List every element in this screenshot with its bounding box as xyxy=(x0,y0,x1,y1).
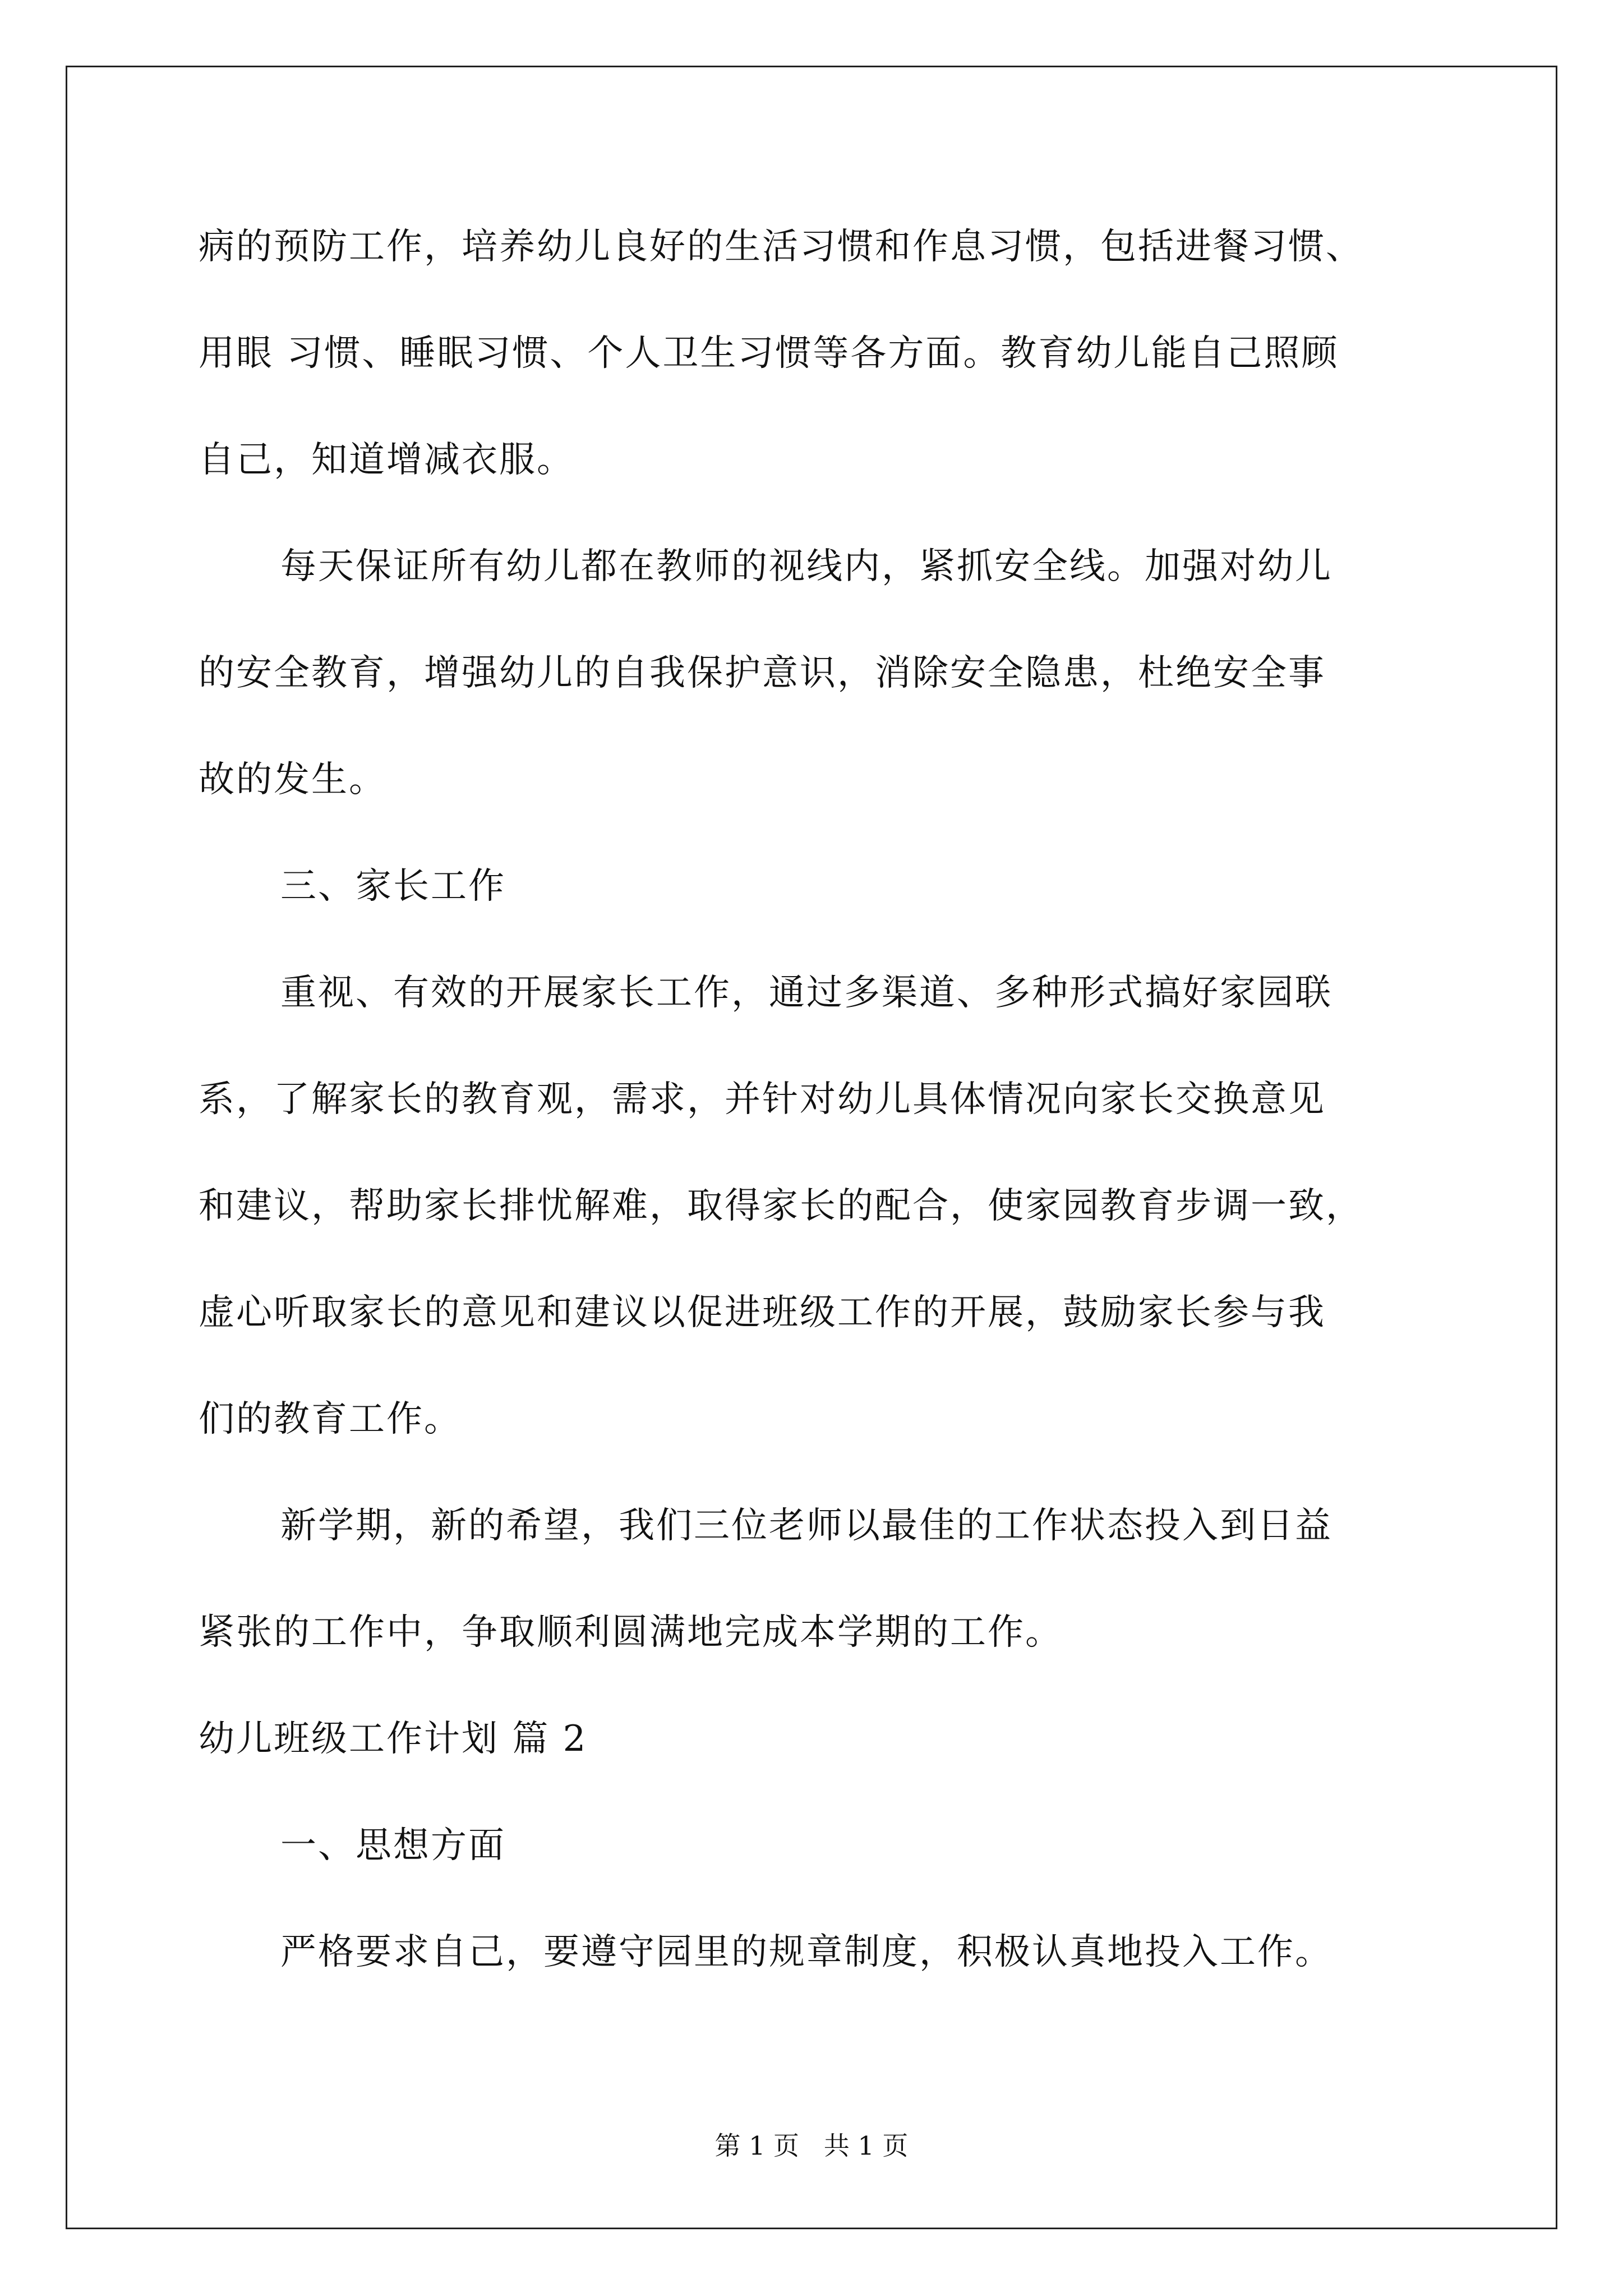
article-title: 幼儿班级工作计划 篇 2 xyxy=(199,1718,588,1760)
body-text-line: 病的预防工作，培养幼儿良好的生活习惯和作息习惯，包括进餐习惯、 xyxy=(199,226,1363,268)
body-text-line: 每天保证所有幼儿都在教师的视线内，紧抓安全线。加强对幼儿 xyxy=(280,546,1332,587)
section-heading: 三、家长工作 xyxy=(280,866,506,907)
body-text-line: 虚心听取家长的意见和建议以促进班级工作的开展，鼓励家长参与我 xyxy=(199,1292,1326,1333)
body-text-line: 系，了解家长的教育观，需求，并针对幼儿具体情况向家长交换意见 xyxy=(199,1079,1326,1120)
body-text-line: 自己，知道增减衣服。 xyxy=(199,439,574,481)
page-border xyxy=(66,66,1557,2229)
body-text-line: 和建议，帮助家长排忧解难，取得家长的配合，使家园教育步调一致， xyxy=(199,1185,1363,1227)
body-text-line: 的安全教育，增强幼儿的自我保护意识，消除安全隐患，杜绝安全事 xyxy=(199,652,1326,694)
body-text-line: 故的发生。 xyxy=(199,759,386,800)
body-text-line: 紧张的工作中，争取顺利圆满地完成本学期的工作。 xyxy=(199,1612,1063,1653)
section-heading: 一、思想方面 xyxy=(280,1825,506,1866)
page-footer: 第 1 页 共 1 页 xyxy=(714,2131,909,2161)
body-text-line: 们的教育工作。 xyxy=(199,1398,462,1440)
body-text-line: 用眼 习惯、睡眠习惯、个人卫生习惯等各方面。教育幼儿能自己照顾 xyxy=(199,333,1339,374)
body-text-line: 新学期，新的希望，我们三位老师以最佳的工作状态投入到日益 xyxy=(280,1505,1332,1547)
body-text-line: 重视、有效的开展家长工作，通过多渠道、多种形式搞好家园联 xyxy=(280,972,1332,1014)
body-text-line: 严格要求自己，要遵守园里的规章制度，积极认真地投入工作。 xyxy=(280,1931,1332,1973)
